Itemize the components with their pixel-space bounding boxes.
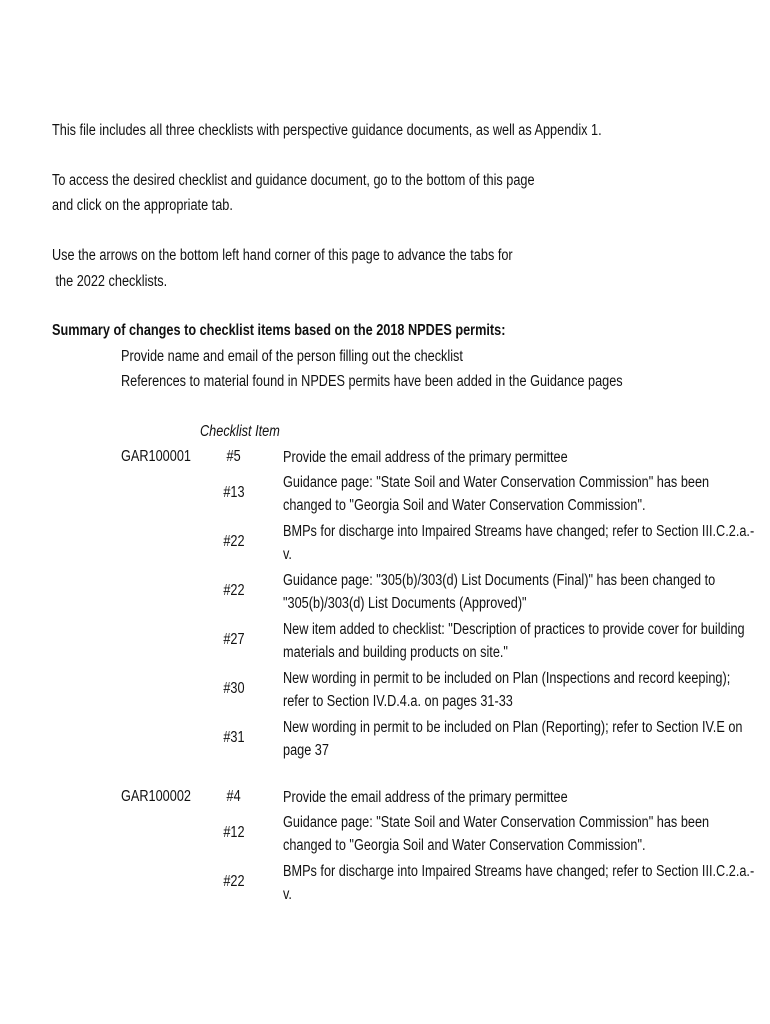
change-description-line: Guidance page: "305(b)/303(d) List Documents (Final)" has been changed to (283, 572, 716, 589)
checklist-item-number: #13 (223, 484, 245, 501)
change-description (283, 520, 770, 566)
change-description-line: New wording in permit to be included on Plan (Inspections and record keeping); (283, 670, 731, 687)
summary-heading: Summary of changes to checklist items based on the 2018 NPDES permits: (52, 322, 506, 339)
checklist-item-number: #31 (223, 729, 245, 746)
intro-line-3b: the 2022 checklists. (52, 273, 168, 290)
change-description (283, 786, 630, 809)
change-description-line: Guidance page: "State Soil and Water Conservation Commission" has been (283, 814, 710, 831)
change-description (283, 716, 770, 762)
intro-line-2a: To access the desired checklist and guidance document, go to the bottom of this page (52, 172, 535, 189)
checklist-item-number: #12 (223, 824, 245, 841)
change-description (283, 569, 770, 615)
change-description-line: Provide the email address of the primary permittee (283, 449, 568, 466)
change-description (283, 471, 770, 517)
checklist-item-number: #27 (223, 631, 245, 648)
permit-id: GAR100001 (121, 448, 191, 465)
checklist-item-number: #4 (226, 788, 242, 805)
change-description-line: materials and building products on site." (283, 644, 508, 661)
summary-point-2: References to material found in NPDES permits have been added in the Guidance pages (121, 373, 623, 390)
change-description-line: Guidance page: "State Soil and Water Conservation Commission" has been (283, 474, 710, 491)
change-description-line: Provide the email address of the primary permittee (283, 789, 568, 806)
change-description (283, 667, 770, 713)
checklist-item-number: #22 (223, 873, 245, 890)
intro-line-2b: and click on the appropriate tab. (52, 197, 233, 214)
change-description-line: BMPs for discharge into Impaired Streams have changed; refer to Section III.C.2.a.- (283, 523, 755, 540)
intro-line-1: This file includes all three checklists with perspective guidance documents, as well as Appendix 1. (52, 122, 602, 139)
change-description-line: page 37 (283, 742, 329, 759)
checklist-item-number: #22 (223, 533, 245, 550)
change-description-line: refer to Section IV.D.4.a. on pages 31-33 (283, 693, 513, 710)
change-description (283, 811, 770, 857)
intro-line-3a: Use the arrows on the bottom left hand corner of this page to advance the tabs for (52, 247, 513, 264)
change-description-line: New wording in permit to be included on Plan (Reporting); refer to Section IV.E on (283, 719, 743, 736)
checklist-item-number: #30 (223, 680, 245, 697)
change-description-line: "305(b)/303(d) List Documents (Approved)" (283, 595, 527, 612)
change-description-line: BMPs for discharge into Impaired Streams have changed; refer to Section III.C.2.a.- (283, 863, 755, 880)
change-description (283, 446, 630, 469)
change-description-line: changed to "Georgia Soil and Water Conservation Commission". (283, 837, 646, 854)
change-description-line: v. (283, 886, 292, 903)
change-description-line: v. (283, 546, 292, 563)
checklist-item-number: #22 (223, 582, 245, 599)
change-description (283, 860, 770, 906)
summary-point-1: Provide name and email of the person filling out the checklist (121, 348, 463, 365)
change-description-line: changed to "Georgia Soil and Water Conservation Commission". (283, 497, 646, 514)
checklist-item-number: #5 (226, 448, 242, 465)
change-description (283, 618, 770, 664)
change-description-line: New item added to checklist: "Description of practices to provide cover for building (283, 621, 745, 638)
permit-id: GAR100002 (121, 788, 191, 805)
column-header-checklist-item: Checklist Item (200, 423, 280, 440)
